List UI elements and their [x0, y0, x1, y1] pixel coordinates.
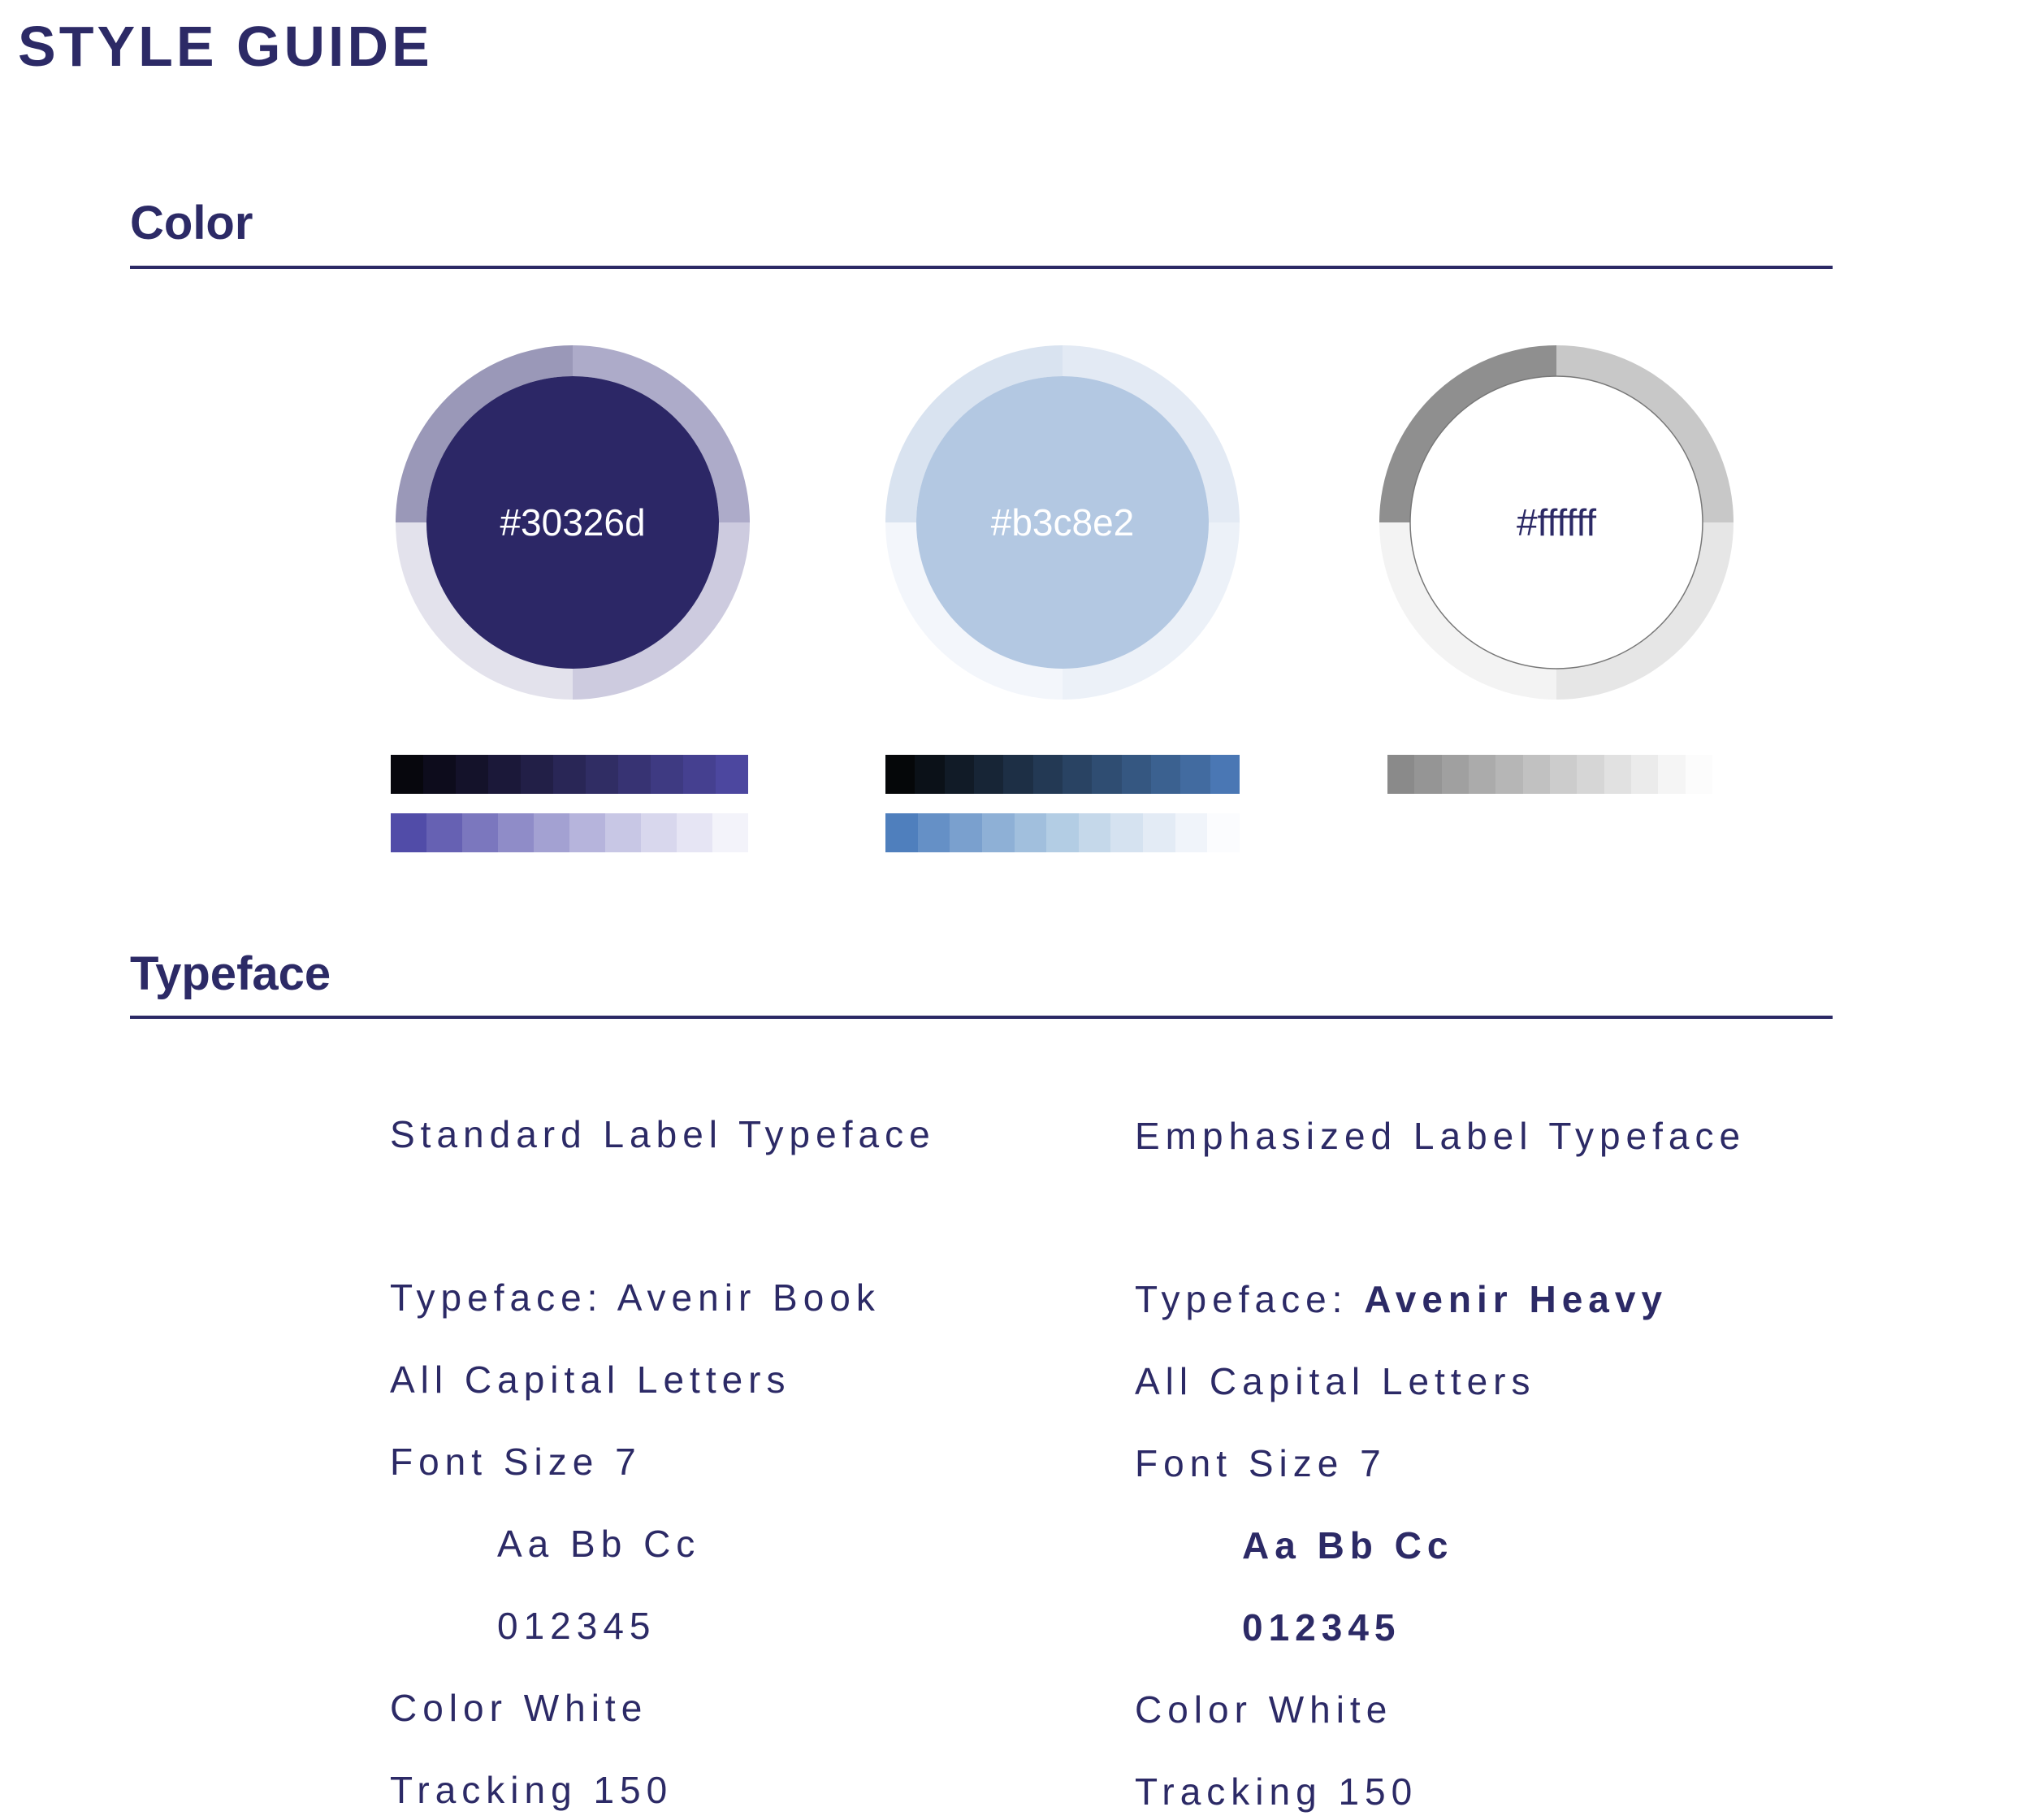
scale-step: [885, 813, 918, 852]
swatch-hex-label: #ffffff: [1516, 501, 1597, 544]
scale-step: [1495, 755, 1522, 794]
scale-step: [498, 813, 534, 852]
typeface-prefix: Typeface:: [390, 1276, 617, 1319]
typeface-prefix: Typeface:: [1135, 1278, 1365, 1320]
scale-step: [391, 813, 426, 852]
scale-step: [1387, 755, 1414, 794]
scale-step: [423, 755, 456, 794]
scale-step: [1122, 755, 1151, 794]
scale-step: [1658, 755, 1685, 794]
scale-step: [918, 813, 950, 852]
capitals-note: All Capital Letters: [1135, 1360, 1536, 1402]
typeface-name: Avenir Book: [617, 1276, 881, 1319]
scale-step: [1143, 813, 1175, 852]
tracking-note: Tracking 150: [390, 1769, 673, 1811]
scale-step: [1033, 755, 1063, 794]
scale-step: [1151, 755, 1180, 794]
scale-step: [1442, 755, 1469, 794]
scale-step: [712, 813, 748, 852]
scale-step: [1414, 755, 1441, 794]
font-size-note: Font Size 7: [390, 1441, 642, 1483]
scale-step: [534, 813, 569, 852]
color-note: Color White: [390, 1687, 648, 1729]
typeface-name-line: [390, 1276, 881, 1319]
section-title-color: Color: [130, 197, 253, 249]
scale-step: [974, 755, 1003, 794]
scale-step: [1015, 813, 1047, 852]
scale-step: [1604, 755, 1631, 794]
scale-step: [426, 813, 462, 852]
color-swatch-2: [884, 344, 1241, 701]
scale-step: [1003, 755, 1032, 794]
scale-step: [1207, 813, 1240, 852]
shade-scale-3: [1387, 755, 1712, 794]
scale-step: [488, 755, 521, 794]
sample-digits: 012345: [1242, 1606, 1401, 1649]
scale-step: [456, 755, 488, 794]
scale-step: [716, 755, 748, 794]
scale-step: [586, 755, 618, 794]
scale-step: [462, 813, 498, 852]
capitals-note: All Capital Letters: [390, 1358, 791, 1401]
scale-step: [1686, 755, 1712, 794]
scale-step: [521, 755, 553, 794]
scale-step: [1577, 755, 1604, 794]
shade-scale-1: [391, 755, 748, 794]
sample-letters: Aa Bb Cc: [1242, 1524, 1454, 1566]
scale-step: [1046, 813, 1079, 852]
scale-step: [618, 755, 651, 794]
scale-step: [651, 755, 683, 794]
tint-scale-2: [885, 813, 1240, 852]
scale-step: [1631, 755, 1658, 794]
scale-step: [1469, 755, 1495, 794]
scale-step: [885, 755, 915, 794]
scale-step: [553, 755, 586, 794]
color-swatch-1: [394, 344, 751, 701]
page-title: STYLE GUIDE: [18, 15, 433, 78]
swatch-hex-label: #b3c8e2: [990, 501, 1135, 544]
scale-step: [683, 755, 716, 794]
section-title-typeface: Typeface: [130, 947, 331, 1000]
tint-scale-1: [391, 813, 748, 852]
scale-step: [915, 755, 944, 794]
typeface-name-line: [1135, 1280, 1668, 1318]
color-swatch-3: [1378, 344, 1735, 701]
section-divider-typeface: [130, 1016, 1833, 1019]
section-divider-color: [130, 266, 1833, 269]
scale-step: [677, 813, 712, 852]
scale-step: [1092, 755, 1121, 794]
typeface-heading: Emphasized Label Typeface: [1135, 1115, 1746, 1157]
scale-step: [1175, 813, 1208, 852]
scale-step: [945, 755, 974, 794]
sample-digits: 012345: [497, 1605, 656, 1647]
scale-step: [1210, 755, 1240, 794]
typeface-name: Avenir Heavy: [1364, 1278, 1669, 1320]
typeface-heading: Standard Label Typeface: [390, 1113, 936, 1155]
scale-step: [641, 813, 677, 852]
tracking-note: Tracking 150: [1135, 1770, 1418, 1813]
scale-step: [1079, 813, 1111, 852]
scale-step: [605, 813, 641, 852]
scale-step: [1523, 755, 1550, 794]
sample-letters: Aa Bb Cc: [497, 1523, 701, 1565]
color-note: Color White: [1135, 1688, 1393, 1731]
scale-step: [982, 813, 1015, 852]
font-size-note: Font Size 7: [1135, 1442, 1387, 1484]
scale-step: [1550, 755, 1577, 794]
swatch-hex-label: #30326d: [500, 501, 646, 544]
scale-step: [569, 813, 605, 852]
shade-scale-2: [885, 755, 1240, 794]
scale-step: [391, 755, 423, 794]
scale-step: [1063, 755, 1092, 794]
scale-step: [950, 813, 982, 852]
scale-step: [1180, 755, 1210, 794]
scale-step: [1110, 813, 1143, 852]
